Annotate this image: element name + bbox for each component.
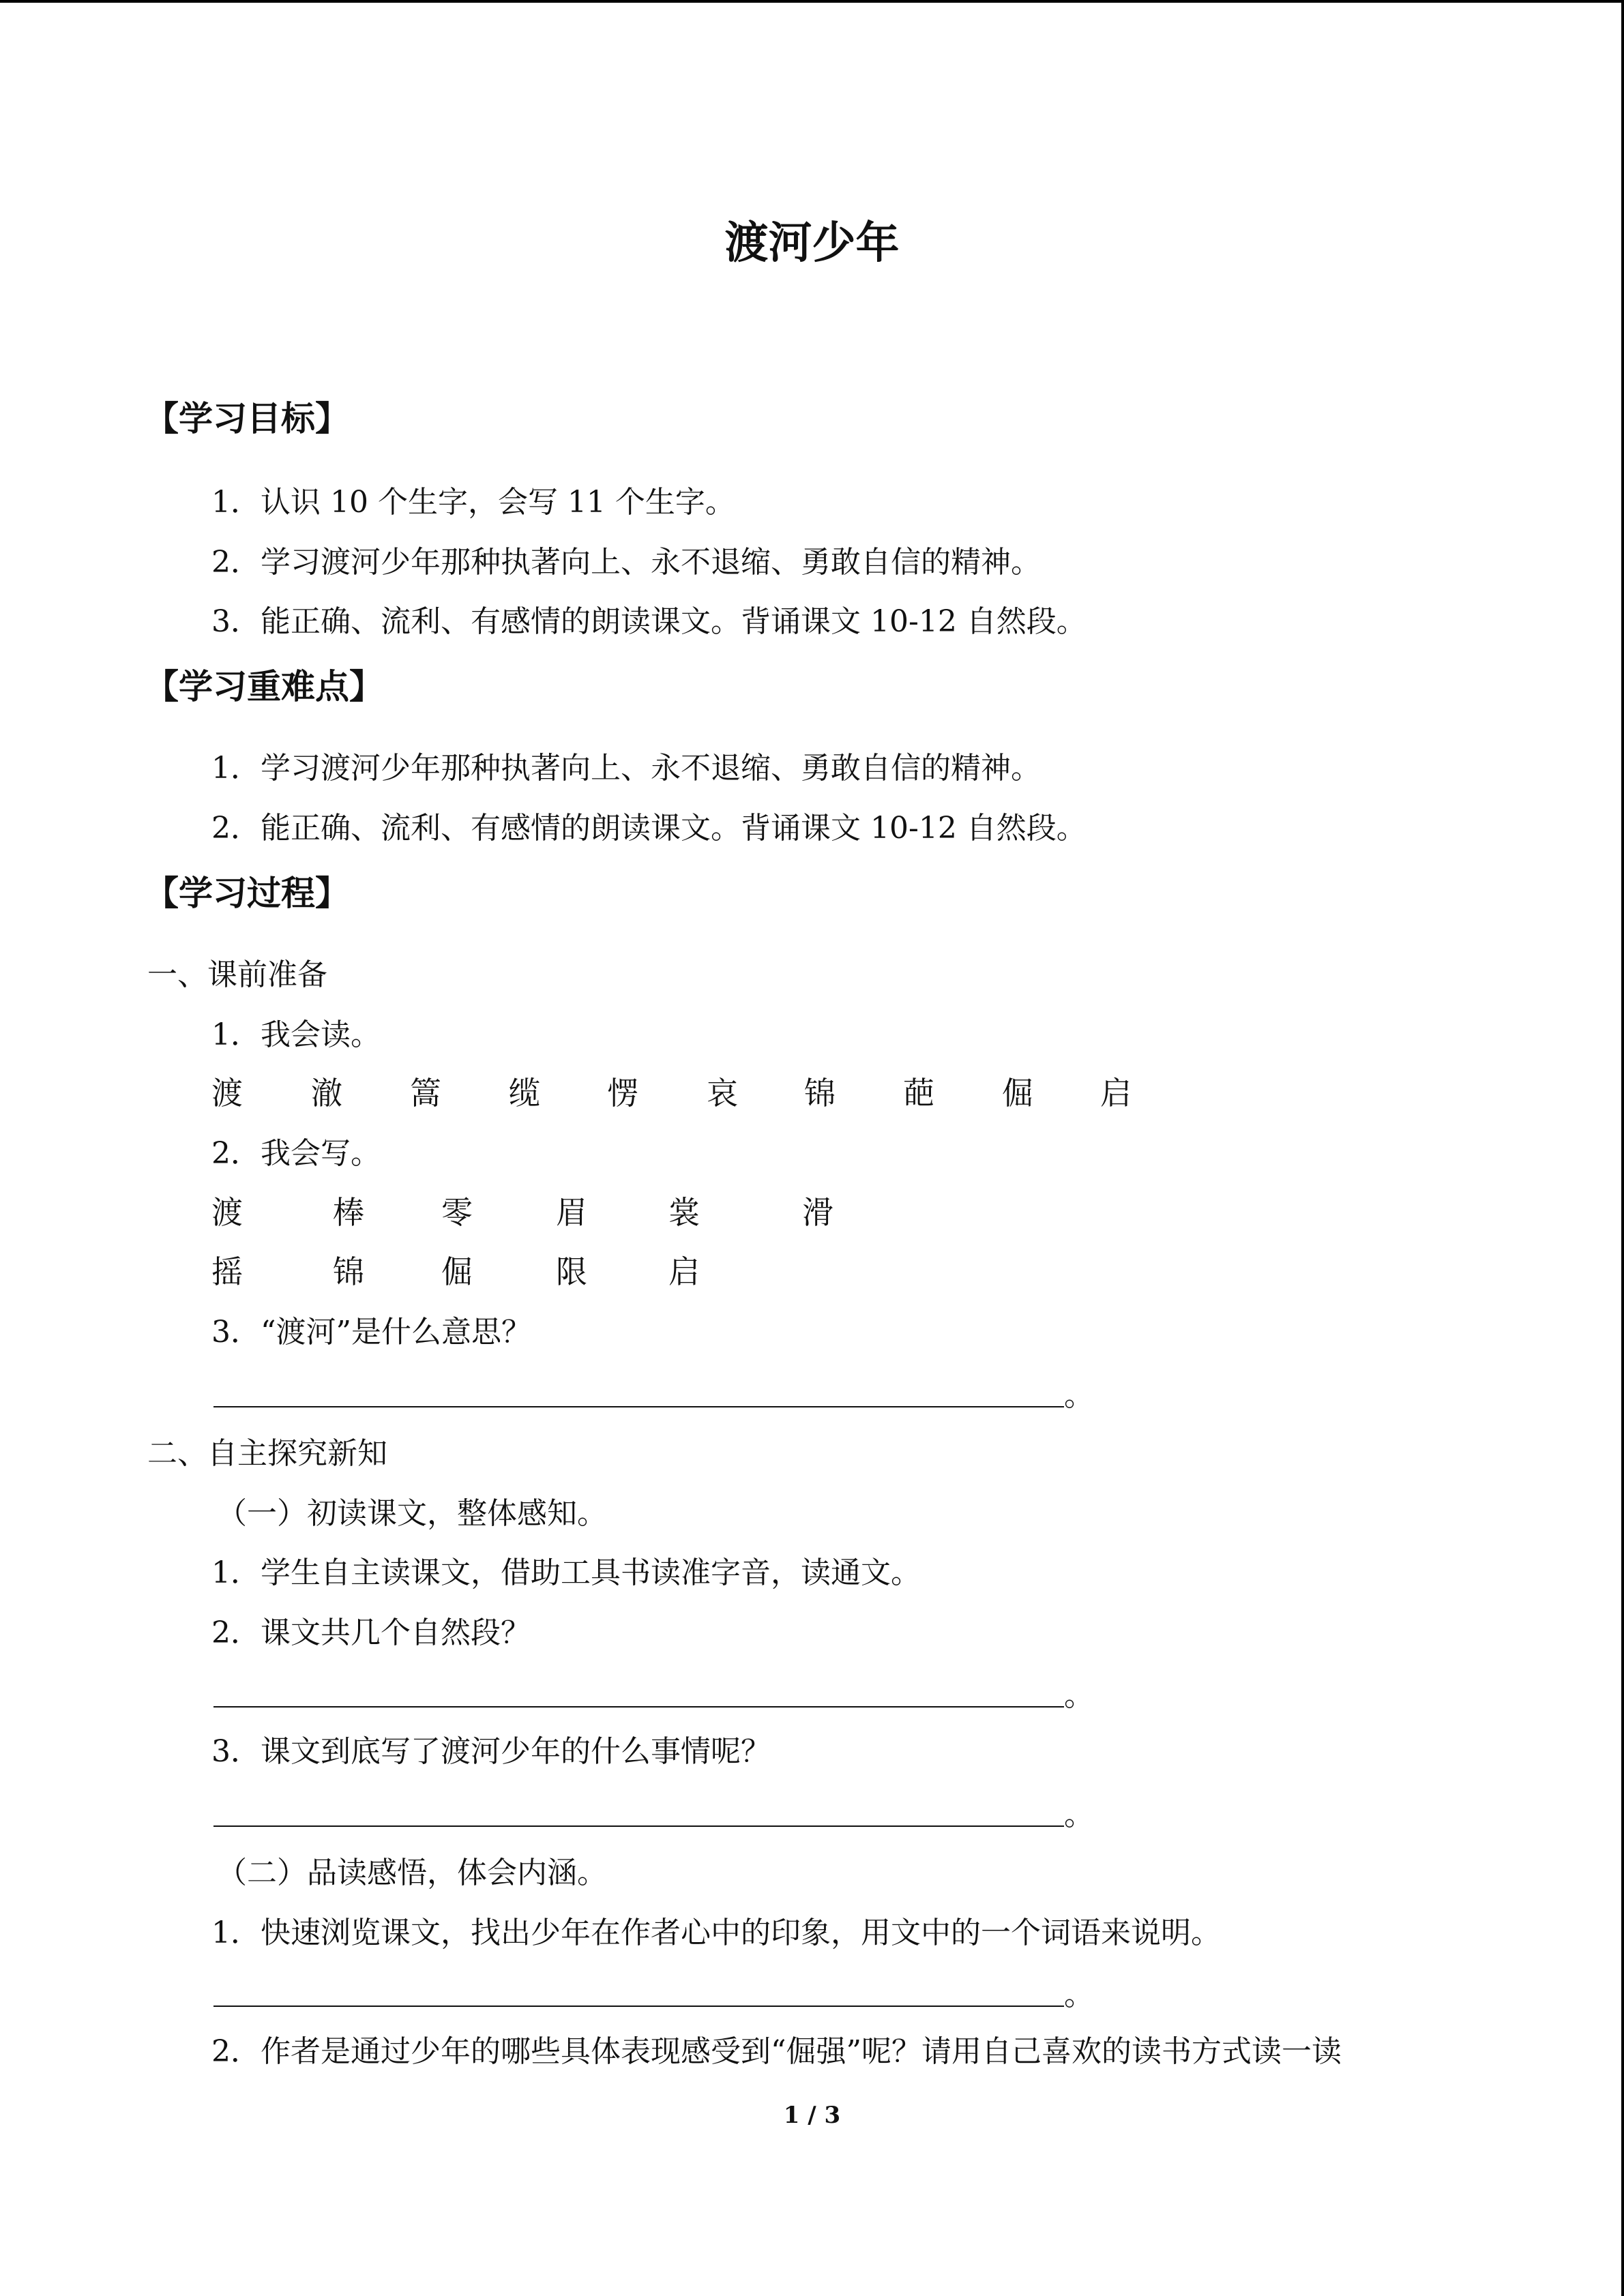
answer-period: 。: [1064, 1798, 1094, 1832]
write-char: 渡: [211, 1194, 243, 1231]
read-char: 启: [1100, 1075, 1132, 1112]
page-border-top: [0, 0, 1624, 3]
write-char: 零: [441, 1194, 473, 1231]
goals-heading: 【学习目标】: [145, 398, 349, 438]
part2-question-4: 1．快速浏览课文，找出少年在作者心中的印象，用文中的一个词语来说明。: [211, 1915, 1221, 1950]
write-char: 眉: [556, 1194, 587, 1231]
process-heading: 【学习过程】: [145, 873, 349, 913]
page-title: 渡河少年: [724, 218, 900, 269]
page-border-right: [1621, 0, 1624, 2296]
answer-line[interactable]: [213, 1406, 1064, 1407]
part2-label: 二、自主探究新知: [147, 1436, 387, 1471]
answer-period: 。: [1064, 1378, 1094, 1413]
read-char: 葩: [903, 1075, 934, 1112]
part2-question-3: 3．课文到底写了渡河少年的什么事情呢？: [211, 1734, 771, 1769]
page-number: 1 / 3: [783, 2102, 841, 2129]
write-char: 限: [556, 1253, 587, 1290]
read-char: 渡: [211, 1075, 243, 1112]
write-char: 棒: [333, 1194, 364, 1231]
part2-sub2: （二）品读感悟，体会内涵。: [217, 1855, 607, 1890]
write-char: 摇: [211, 1253, 243, 1290]
goal-item-1: 1．认识 10 个生字，会写 11 个生字。: [211, 485, 735, 520]
part1-label: 一、课前准备: [147, 957, 327, 992]
key-points-heading: 【学习重难点】: [145, 666, 383, 706]
part2-question-2: 2．课文共几个自然段？: [211, 1615, 531, 1650]
answer-period: 。: [1064, 1678, 1094, 1713]
read-char: 澈: [311, 1075, 342, 1112]
answer-period: 。: [1064, 1978, 1094, 2012]
read-char: 倔: [1002, 1075, 1033, 1112]
read-char: 愣: [607, 1075, 638, 1112]
write-label: 2．我会写。: [211, 1136, 381, 1171]
goal-item-3: 3．能正确、流利、有感情的朗读课文。背诵课文 10-12 自然段。: [211, 604, 1087, 639]
part1-question-3: 3．“渡河”是什么意思？: [211, 1315, 531, 1350]
write-char: 锦: [333, 1253, 364, 1290]
write-char: 启: [668, 1253, 700, 1290]
read-char: 篙: [410, 1075, 441, 1112]
goal-item-2: 2．学习渡河少年那种执著向上、永不退缩、勇敢自信的精神。: [211, 545, 1041, 580]
answer-line[interactable]: [213, 1706, 1064, 1708]
part2-question-5: 2．作者是通过少年的哪些具体表现感受到“倔强”呢？请用自己喜欢的读书方式读一读: [211, 2034, 1342, 2069]
read-label: 1．我会读。: [211, 1017, 381, 1052]
read-char: 锦: [804, 1075, 836, 1112]
write-char: 裳: [668, 1194, 700, 1231]
write-char: 滑: [802, 1194, 833, 1231]
read-char: 缆: [509, 1075, 540, 1112]
answer-line[interactable]: [213, 1825, 1064, 1827]
part2-sub1: （一）初读课文，整体感知。: [217, 1496, 607, 1531]
key-point-item-2: 2．能正确、流利、有感情的朗读课文。背诵课文 10-12 自然段。: [211, 811, 1087, 846]
write-char: 倔: [441, 1253, 473, 1290]
answer-line[interactable]: [213, 2006, 1064, 2007]
read-char: 哀: [707, 1075, 738, 1112]
key-point-item-1: 1．学习渡河少年那种执著向上、永不退缩、勇敢自信的精神。: [211, 751, 1041, 786]
part2-question-1: 1．学生自主读课文，借助工具书读准字音，读通文。: [211, 1555, 921, 1590]
